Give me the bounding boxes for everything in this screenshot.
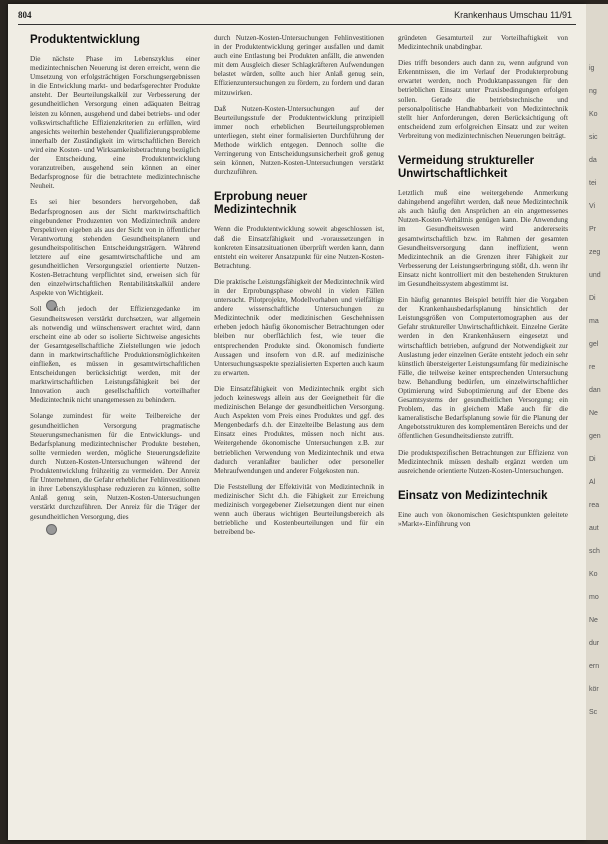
facing-page-fragment: ern — [589, 663, 600, 670]
facing-page-fragment: und — [589, 272, 601, 279]
section-heading: Einsatz von Medizintechnik — [398, 489, 548, 502]
facing-page-fragment: Vi — [589, 203, 596, 210]
paragraph: Daß Nutzen-Kosten-Untersuchungen auf der Beurteilungsstufe der Produktentwicklung prinzipiell immer noch erheblichen Beurteilungsproblemen unterliegen, steht einer formalisierten Durchführung der Methode wirklich entgegen. Dennoch sollte die Verringerung von Entscheidungsunsicherheit groß genug sein können, Nutzen-Kosten-Untersuchungen verstärkt durchzuführen. — [214, 104, 384, 177]
paragraph: Ein häufig genanntes Beispiel betrifft hier die Vorgaben der Krankenhausbedarfsplanung hinsichtlich der Leistungsgrößen von Computertomographen aus der Gefahr struktureller Unwirtschaftlichkeit. Einzelne Geräte werden in den Krankenhäusern eingesetzt und wirtschaftlich betrieben, aufgrund der Notwendigkeit zur Auslastung jeder einzelnen Geräte entsteht jedoch ein sehr künstlich übersteigerter Leistungsumfang für medizinische Fälle, die teilweise keiner entsprechenden Untersuchung bzw. Behandlung bedürfen, um einzelwirtschaftlicher Optimierung wird Suboptimierung auf der Ebene des Gesamtsystems der gesundheitlichen Versorgung; ein Problem, das in gleichem Maße auch für die kameralistische Bedarfsplanung sowie für die Planung der Angebotsstrukturen des komplementären Bereichs und der öffentlichen Gesundheitsdienste zutrifft. — [398, 296, 568, 441]
facing-page-fragment: zeg — [589, 249, 601, 256]
paragraph: Soll sich jedoch der Effizienzgedanke im Gesundheitswesen verstärkt durchsetzen, war allgemein als notwendig und wünschenswert erachtet wird, dann erscheint eine ab oder so isolierte Sichtweise angesichts der Gesamtgesellschaftliche Zielstellungen wie jedoch dann in marktwirtschaftliche Produktionsmöglichkeiten einfließen, es müssen in gesamtwirtschaftlichen Entscheidungen berücksichtigt werden, mit der marktwirtschaftlichen Leistungsfähigkeit bei der Innovation auch gesellschaftlich vorteilhafter Medizintechnik nicht unangemessen zu behindern. — [30, 305, 200, 405]
paragraph: Eine auch von ökonomischen Gesichtspunkten geleitete »Markt«-Einführung von — [398, 510, 568, 528]
facing-page-fragment: tei — [589, 180, 597, 187]
facing-page-fragment: Sc — [589, 709, 598, 716]
paragraph: Die praktische Leistungsfähigkeit der Medizintechnik wird in der Erprobungsphase obwohl in vielen Fällen untersucht. Pilotprojekte, Modellvorhaben und vielfältige andere wissenschaftliche Untersuchungen zu Medizintechnik oder medizinischen Geschehnissen erheben jedoch häufig ökonomischer Betrachtungen oder bleiben nur oberflächlich fest, wie teuer die entsprechenden Produkte sind. Ökonomisch fundierte Aussagen und insofern von d.R. auf medizinische Untersuchungsaspekte spezialisierten Experten auch kaum zu erwarten. — [214, 277, 384, 377]
page-number: 804 — [18, 10, 32, 20]
paragraph: Es sei hier besonders hervorgehoben, daß Bedarfsprognosen aus der Sicht marktwirtschaftlich eingebundener Produzenten von Medizintechnik andere Perspektiven eigeben als aus der Sicht von in öffentlicher Verantwortung stehenden Gesundheitsplanern und gesundheitspolitischen Entscheidungsträgern. Während letztere auf eine gesamtwirtschaftliche und am gesundheitlichen Versorgungsziel orientierte Nutzen-Kosten-Betrachtung verpflichtet sind, erweisen sich für den einzelwirtschaftlichen Rentabilitätskalkül andere Aspekte von Wichtigkeit. — [30, 198, 200, 298]
facing-page-fragment: rea — [589, 502, 600, 509]
facing-page-fragment: Pr — [589, 226, 596, 233]
paragraph: Die nächste Phase im Lebenszyklus einer medizintechnischen Neuerung ist deren erreicht, wenn die Umsetzung von erfolgsträchtigen Forschungsergebnissen in die Entwicklung markt- und bedarfsgerechter Produkte ansteht. Der Beurteilungskalkül zur Verbesserung der gesundheitlichen Versorgung einen adäquaten Beitrag leisten zu können, ausgehend und dabei betriebs- und oder volkswirtschaftliche Effizienzkriterien zu erfüllen, wird angesichts weiterhin bestehender Qualifizierungsprobleme innerhalb der Zuständigkeit im wirtschaftlichen Bereich wird eine Kosten- und Wirksamkeitsbetrachtung bezüglich der Entscheidung, eine Produktentwicklung voranzutreiben, ausgehend sein können an einer Bedarfsprognose für die betrachtete medizintechnische Neuheit. — [30, 55, 200, 191]
facing-page-fragment: ig — [589, 65, 595, 72]
text-column-2 — [214, 34, 384, 544]
facing-page-fragment: Ko — [589, 571, 598, 578]
facing-page-fragment: Al — [589, 479, 596, 486]
facing-page-fragment: ng — [589, 88, 597, 95]
text-column-1 — [30, 34, 200, 529]
facing-page-fragment: dur — [589, 640, 600, 647]
facing-page-fragment: re — [589, 364, 596, 371]
document-page — [8, 4, 586, 840]
facing-page-fragment: da — [589, 157, 597, 164]
facing-page-fragment: Di — [589, 456, 596, 463]
facing-page-fragment: kör — [589, 686, 599, 693]
facing-page-fragment: sch — [589, 548, 600, 555]
facing-page-fragment: dan — [589, 387, 601, 394]
header-rule — [18, 24, 576, 25]
facing-page-fragment: Ko — [589, 111, 598, 118]
paragraph: durch Nutzen-Kosten-Untersuchungen Fehlinvestitionen in der Produktentwicklung geringer ausfallen und damit auch eine Entlastung bei Produkten anfällt, die anwenden mit dem Ausgleich dieser Schlagkräfteren Aufwendungen belastet würden, sollte auch hier Anlaß genug sein, Effizienzuntersuchungen zu fördern, zu fordern und daran mitzuwirken. — [214, 34, 384, 97]
paragraph: Dies trifft besonders auch dann zu, wenn aufgrund von Erkenntnissen, die im Verlauf der Produkterprobung erwartet werden, noch Produktanpassungen für den betrieblichen Einsatz unter Praxisbedingungen erfolgen sollen. Gerade die betriebstechnische und personalpolitische Handhabbarkeit von Medizintechnik stellt hier Anforderungen, deren Berücksichtigung oft entscheidend zum erfolgreichen Einsatz und zur weiten Verbreitung von medizintechnischen Neuerungen beiträgt. — [398, 59, 568, 140]
facing-page-edge — [586, 4, 608, 840]
facing-page-fragment: Ne — [589, 410, 598, 417]
facing-page-fragment: gel — [589, 341, 599, 348]
facing-page-fragment: aut — [589, 525, 599, 532]
running-title: Krankenhaus Umschau 11/91 — [454, 10, 572, 20]
paragraph: Wenn die Produktentwicklung soweit abgeschlossen ist, daß die Einsatzfähigkeit und -voraussetzungen in konkreten Einsatzsituationen überprüft werden kann, dann entsteht ein weiterer Ansatzpunkt für eine Nutzen-Kosten-Betrachtung. — [214, 225, 384, 270]
facing-page-fragment: gen — [589, 433, 601, 440]
paragraph: Die produktspezifischen Betrachtungen zur Effizienz von Medizintechnik müssen deshalb ergänzt werden um ausreichende orientierte Nutzen-Kosten-Untersuchungen. — [398, 448, 568, 475]
section-heading: Produktentwicklung — [30, 34, 140, 46]
paragraph: gründeten Gesamturteil zur Vorteilhaftigkeit von Medizintechnik unabdingbar. — [398, 34, 568, 52]
section-heading: Erprobung neuer Medizintechnik — [214, 191, 308, 217]
paragraph: Solange zumindest für weite Teilbereiche der gesundheitlichen Versorgung pragmatische Steuerungsmechanismen für die Entwicklungs- und Bedarfsplanung medizintechnischer Produkte bestehen, sollte vermieden werden, mögliche Steuerungsdefizite durch Nutzen-Kosten-Untersuchungen während der Produktentwicklung frühzeitig zu vermeiden. Der Anreiz für Unternehmen, die Gefahr erheblicher Fehlinvestitionen in ihrer Lebenszyklusphase reduzieren zu können, sollte Anlaß genug sein, Nutzen-Kosten-Untersuchungen verstärkt durchzuführen. Der Anreiz für die Träger der gesundheitlichen Versorgung, dies — [30, 412, 200, 521]
text-column-3 — [398, 34, 568, 536]
facing-page-fragment: sic — [589, 134, 598, 141]
facing-page-fragment: Di — [589, 295, 596, 302]
paragraph: Die Einsatzfähigkeit von Medizintechnik ergibt sich jedoch keineswegs allein aus der Geeignetheit für die medizinischen Belange der gesundheitlichen Versorgung. Auch Aspekten vom Preis eines Produktes und ggf. des Mengenbedarfs d.h. der Einzelteilbe Belastung aus dem Einsatz eines Produktes, müssen noch nicht aus. Weitergehende ökonomische Untersuchungen z.B. zur betrieblichen Verwendung von Medizintechnik und etwa dadurch veranlaßter baulicher oder personeller Mehraufwendungen und anderer Folgekosten nun. — [214, 384, 384, 475]
paragraph: Die Feststellung der Effektivität von Medizintechnik in medizinischer Sicht d.h. die Fähigkeit zur Erreichung medizinisch vorgegebener Zielsetzungen dient nur einen wenn auch überaus wichtigen Beurteilungsbereich als betriebliche und Kostenbeurteilungen und für ein betreibend be- — [214, 482, 384, 537]
facing-page-fragment: ma — [589, 318, 599, 325]
paragraph: Letztlich muß eine weitergehende Anmerkung dahingehend angeführt werden, daß neue Medizintechnik als auch häufig den Ansprüchen an ein angemessenes Nutzen-Kosten-Verhältnis genügen kann. Die Anwendung im Gesundheitswesen wird andererseits gesamtwirtschaftlich bzw. im Rahmen der gesamten Gesundheitsversorgung dann ineffizient, wenn Medizintechnik an die Grenzen ihrer Fähigkeit zur Verbesserung der Leistungserbringung stößt, d.h. wenn ihr Einsatz nicht kontrolliert mit den bestehenden Strukturen im Gesundheitssystem abgestimmt ist. — [398, 189, 568, 288]
facing-page-fragment: mo — [589, 594, 599, 601]
facing-page-fragment: Ne — [589, 617, 598, 624]
section-heading: Vermeidung struktureller Unwirtschaftlichkeit — [398, 155, 535, 181]
